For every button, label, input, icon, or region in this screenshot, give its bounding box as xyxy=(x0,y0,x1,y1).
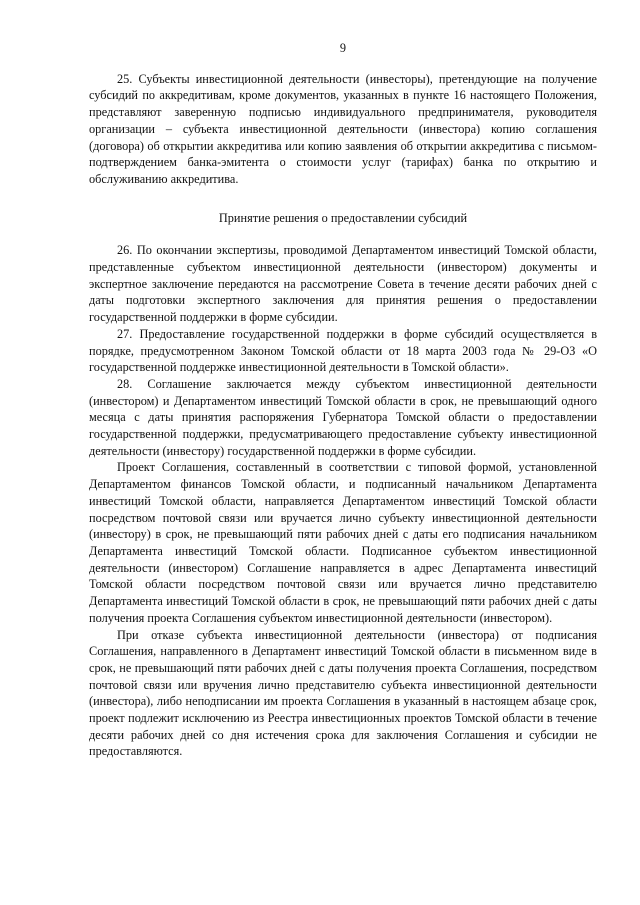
paragraph-refusal: При отказе субъекта инвестиционной деятельности (инвестора) от подписания Соглашения, направленного в Департамент инвестиций Томской области в письменном виде в срок, не превышающий пяти рабочих дней с даты получения проекта Соглашения, посредством почтовой связи или вручения лично представителю субъекта инвестиционной деятельности (инвестора), либо неподписании им проекта Соглашения в указанный в настоящем абзаце срок, проект подлежит исключению из Реестра инвестиционных проектов Томской области в течение десяти рабочих дней со дня истечения срока для заключения Соглашения и субсидии не предоставляются. xyxy=(89,627,597,759)
paragraph-draft-agreement: Проект Соглашения, составленный в соответствии с типовой формой, установленной Департаментом финансов Томской области, и подписанный начальником Департамента инвестиций Томской области, направляется Департаментом инвестиций Томской области посредством почтовой связи или вручается лично субъекту инвестиционной деятельности (инвестору) в срок, не превышающий пяти рабочих дней с даты его подписания начальником Департамента инвестиций Томской области. Подписанное субъектом инвестиционной деятельности (инвестором) Соглашение направляется в адрес Департамента инвестиций Томской области посредством почтовой связи или вручается лично представителю Департамента инвестиций Томской области в срок, не превышающий пяти рабочих дней с даты получения проекта Соглашения субъектом инвестиционной деятельности (инвестором). xyxy=(89,460,597,625)
paragraph-27: 27. Предоставление государственной поддержки в форме субсидий осуществляется в порядке, предусмотренном Законом Томской области от 18 марта 2003 года № 29-ОЗ «О государственной поддержке инвестиционной деятельности в Томской области». xyxy=(89,326,597,375)
page-number: 9 xyxy=(339,41,347,55)
document-page xyxy=(89,40,597,760)
paragraph-25: 25. Субъекты инвестиционной деятельности (инвесторы), претендующие на получение субсидий по аккредитивам, кроме документов, указанных в пункте 16 настоящего Положения, представляют заверенную подписью индивидуального предпринимателя, руководителя организации – субъекта инвестиционной деятельности (инвестора) копию соглашения (договора) об открытии аккредитива или копию заявления об открытии аккредитива с письмом-подтверждением банка-эмитента о стоимости услуг (тарифах) банка по открытию и обслуживанию аккредитива. xyxy=(89,71,597,186)
paragraph-26: 26. По окончании экспертизы, проводимой Департаментом инвестиций Томской области, представленные субъектом инвестиционной деятельности (инвестором) документы и экспертное заключение передаются на рассмотрение Совета в течение десяти рабочих дней с даты подготовки экспертного заключения для принятия решения о предоставлении государственной поддержки в форме субсидии. xyxy=(89,243,597,325)
section-heading: Принятие решения о предоставлении субсидий xyxy=(218,210,468,225)
paragraph-28: 28. Соглашение заключается между субъектом инвестиционной деятельности (инвестором) и Департаментом инвестиций Томской области в срок, не превышающий одного месяца с даты принятия распоряжения Губернатора Томской области о предоставлении государственной поддержки, предусматривающего предоставление субъекту инвестиционной деятельности (инвестору) государственной поддержки в форме субсидии. xyxy=(89,376,597,458)
